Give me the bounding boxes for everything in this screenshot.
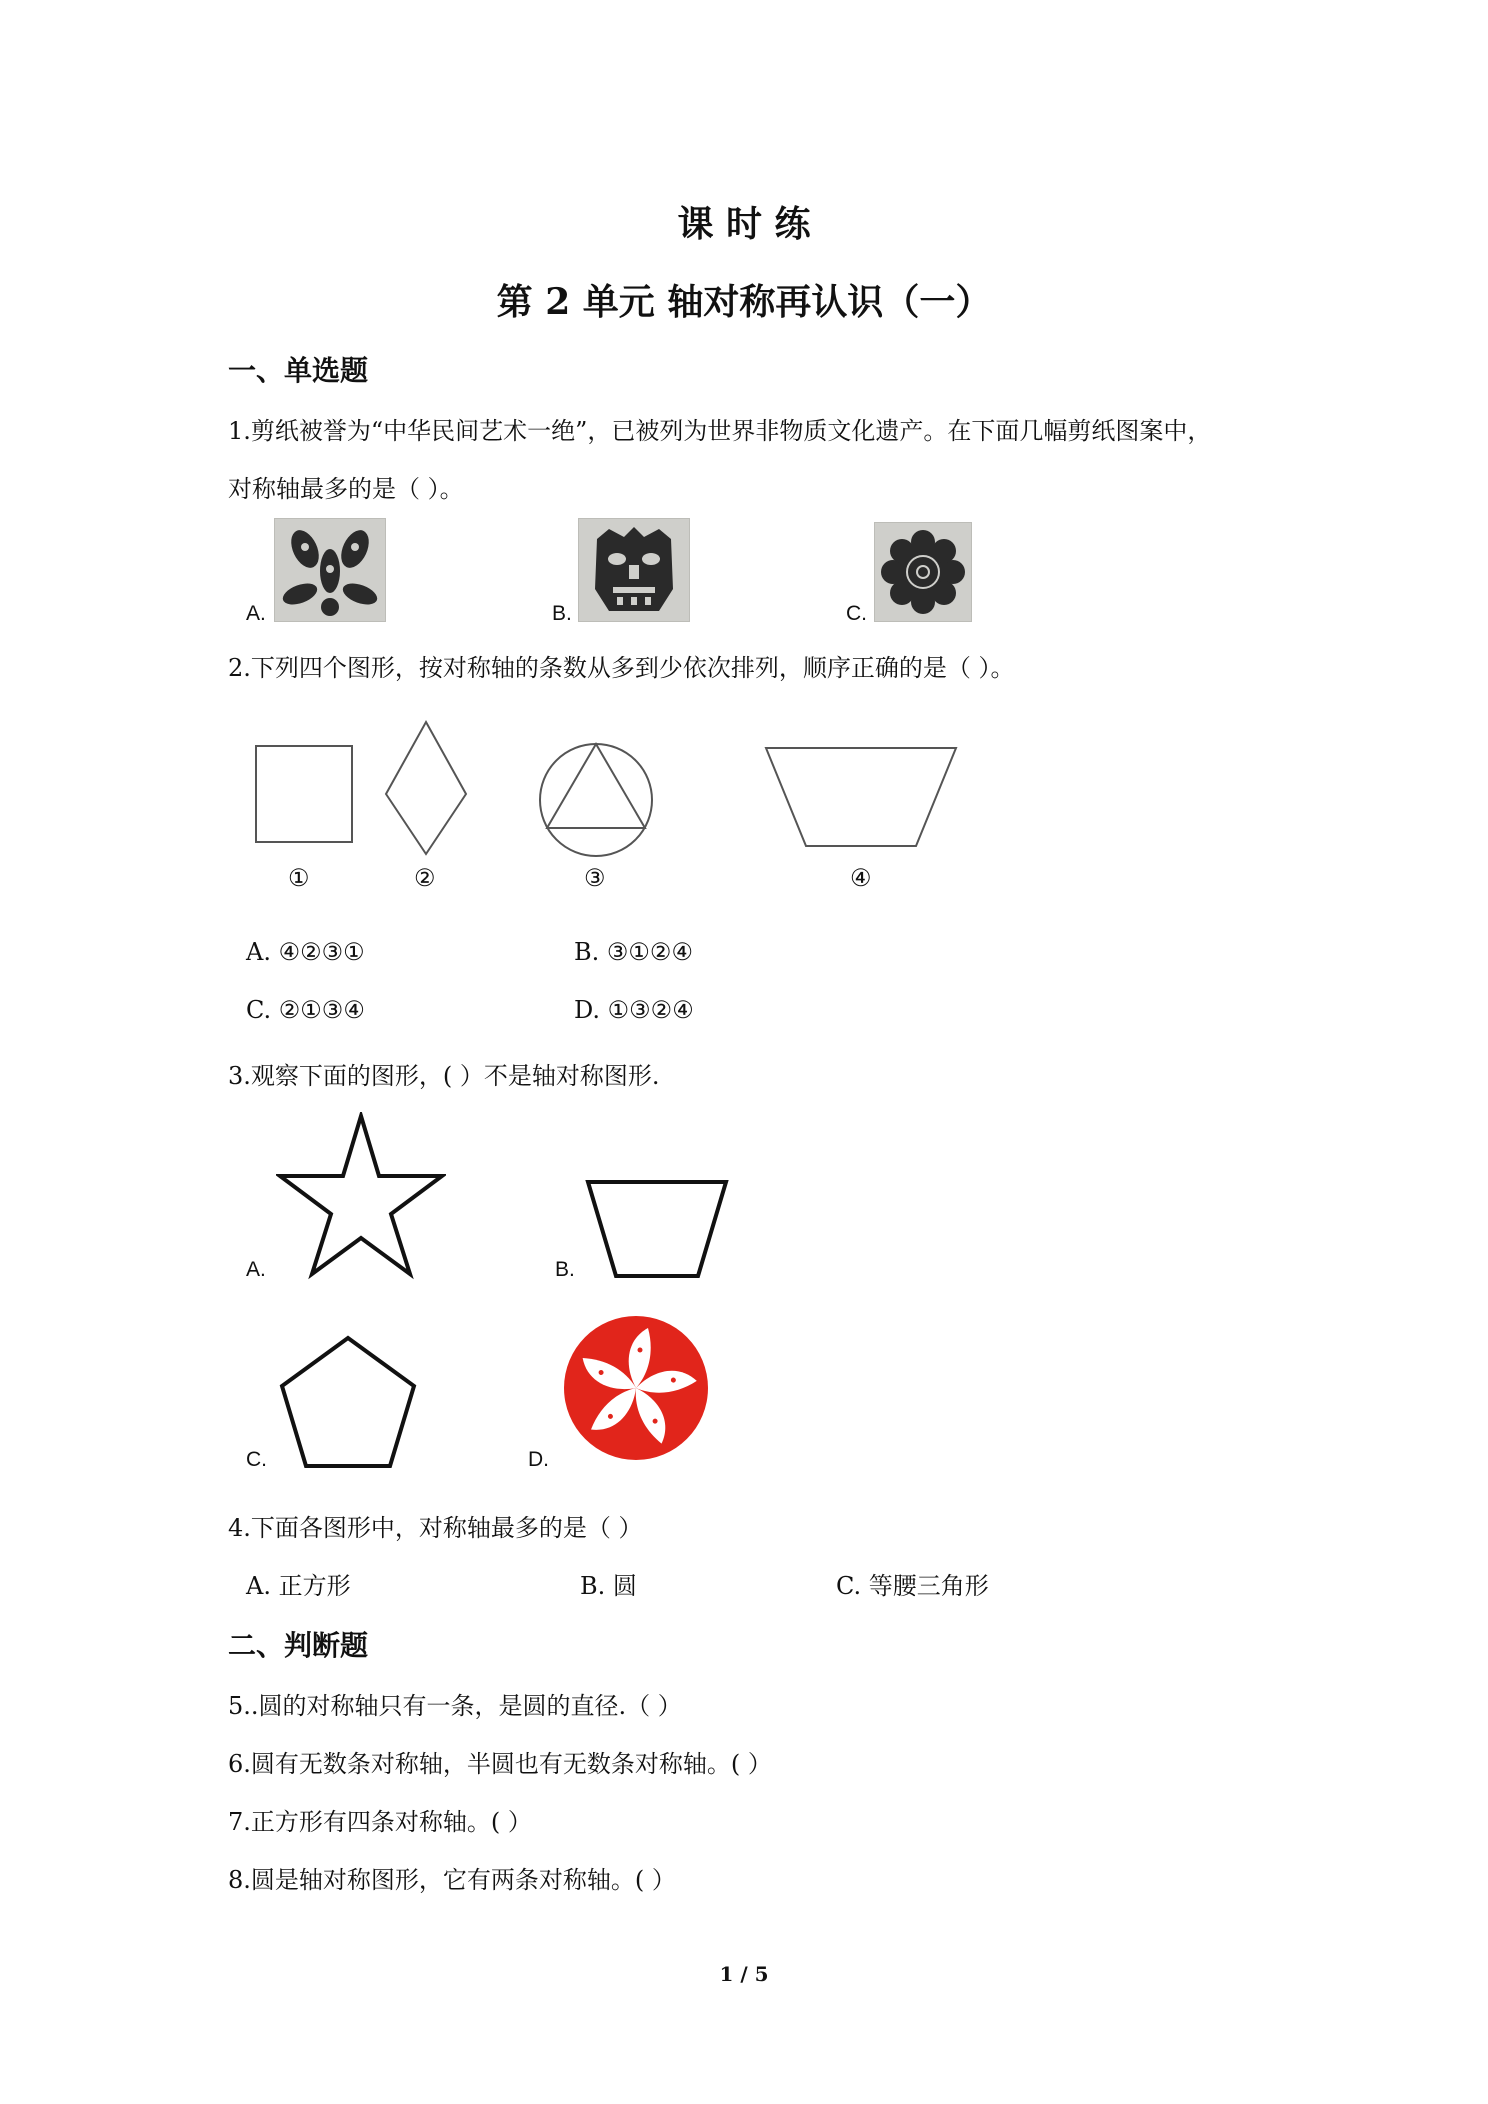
q6-text: 6.圆有无数条对称轴，半圆也有无数条对称轴。( ） xyxy=(228,1750,772,1778)
section-true-false: 二、判断题 xyxy=(228,1629,369,1662)
q2-shapes-figure xyxy=(240,712,980,912)
q1-text-line1: 1.剪纸被誉为“中华民间艺术一绝”，已被列为世界非物质文化遗产。在下面几幅剪纸图案中， xyxy=(228,417,1212,445)
figure-label-3: ③ xyxy=(584,864,606,892)
square-shape xyxy=(256,746,352,842)
papercut-flower-rosette-image[interactable] xyxy=(874,522,972,622)
q3-option-c-label[interactable]: C. xyxy=(246,1448,267,1471)
q3-option-b-label[interactable]: B. xyxy=(555,1258,575,1281)
q7-text: 7.正方形有四条对称轴。( ） xyxy=(228,1808,532,1836)
circle-shape xyxy=(540,744,652,856)
rhombus-shape xyxy=(386,722,466,854)
q8-text: 8.圆是轴对称图形，它有两条对称轴。( ） xyxy=(228,1866,676,1894)
q4-text: 4.下面各图形中，对称轴最多的是（ ） xyxy=(228,1514,643,1542)
q3-option-a-label[interactable]: A. xyxy=(246,1258,266,1281)
q4-option-b[interactable]: B. 圆 xyxy=(580,1572,637,1600)
q2-text: 2.下列四个图形，按对称轴的条数从多到少依次排列，顺序正确的是（ ）。 xyxy=(228,654,1015,682)
q2-option-d[interactable]: D. ①③②④ xyxy=(574,996,694,1024)
q5-text: 5..圆的对称轴只有一条，是圆的直径.（ ） xyxy=(228,1692,682,1720)
figure-label-1: ① xyxy=(288,864,310,892)
figure-label-4: ④ xyxy=(850,864,872,892)
q1-text-line2: 对称轴最多的是（ ）。 xyxy=(228,475,464,503)
star-shape[interactable] xyxy=(276,1112,446,1282)
q4-option-a[interactable]: A. 正方形 xyxy=(246,1572,351,1600)
page-title: 课 时 练 xyxy=(677,203,811,245)
section-single-choice: 一、单选题 xyxy=(228,354,369,387)
figure-label-2: ② xyxy=(414,864,436,892)
q2-option-c[interactable]: C. ②①③④ xyxy=(246,996,365,1024)
bauhinia-flag-emblem[interactable] xyxy=(564,1316,708,1460)
q1-option-c-label[interactable]: C. xyxy=(846,602,867,625)
trapezoid-shape xyxy=(766,748,956,846)
q4-option-c[interactable]: C. 等腰三角形 xyxy=(836,1572,989,1600)
unit-subtitle: 第 2 单元 轴对称再认识（一） xyxy=(496,281,992,323)
q2-option-a[interactable]: A. ④②③① xyxy=(246,938,365,966)
q3-option-d-label[interactable]: D. xyxy=(528,1448,549,1471)
pentagon-shape[interactable] xyxy=(276,1334,420,1470)
papercut-tiger-face-image[interactable] xyxy=(578,518,690,622)
q1-option-a-label[interactable]: A. xyxy=(246,602,266,625)
page-number: 1 / 5 xyxy=(719,1962,769,1986)
q3-text: 3.观察下面的图形，( ）不是轴对称图形. xyxy=(228,1062,660,1090)
papercut-flowers-image[interactable] xyxy=(274,518,386,622)
q2-option-b[interactable]: B. ③①②④ xyxy=(574,938,693,966)
trapezoid-option-shape[interactable] xyxy=(582,1176,732,1282)
q1-option-b-label[interactable]: B. xyxy=(552,602,572,625)
